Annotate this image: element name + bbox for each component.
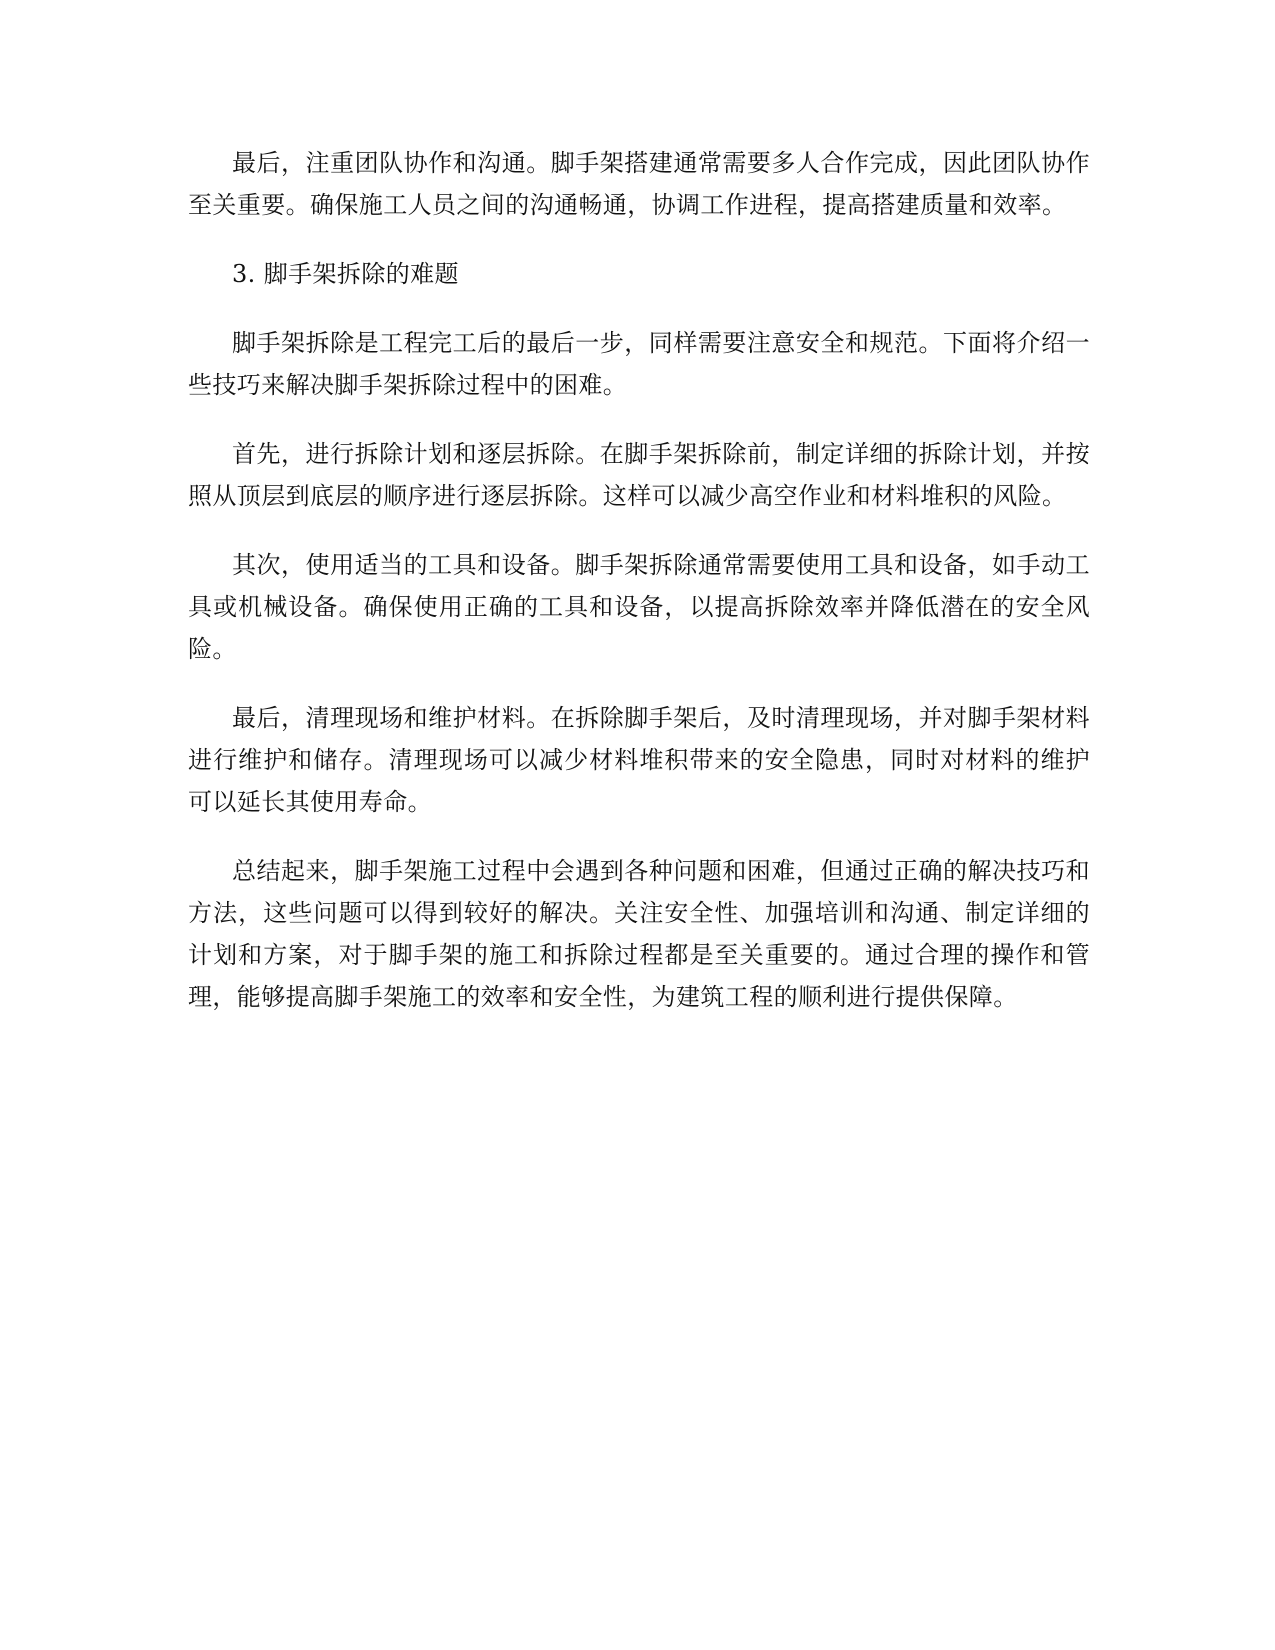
paragraph-summary: 总结起来，脚手架施工过程中会遇到各种问题和困难，但通过正确的解决技巧和方法，这些问题可以得到较好的解决。关注安全性、加强培训和沟通、制定详细的计划和方案，对于脚手架的施工和拆除过程都是至关重要的。通过合理的操作和管理，能够提高脚手架施工的效率和安全性，为建筑工程的顺利进行提供保障。: [188, 857, 1090, 1011]
document-page: [188, 142, 1090, 1045]
paragraph-tools: 其次，使用适当的工具和设备。脚手架拆除通常需要使用工具和设备，如手动工具或机械设备。确保使用正确的工具和设备，以提高拆除效率并降低潜在的安全风险。: [188, 551, 1090, 663]
paragraph-teamwork: 最后，注重团队协作和沟通。脚手架搭建通常需要多人合作完成，因此团队协作至关重要。确保施工人员之间的沟通畅通，协调工作进程，提高搭建质量和效率。: [188, 149, 1090, 219]
paragraph-removal-plan: 首先，进行拆除计划和逐层拆除。在脚手架拆除前，制定详细的拆除计划，并按照从顶层到底层的顺序进行逐层拆除。这样可以减少高空作业和材料堆积的风险。: [188, 440, 1090, 510]
paragraph-removal-intro: 脚手架拆除是工程完工后的最后一步，同样需要注意安全和规范。下面将介绍一些技巧来解决脚手架拆除过程中的困难。: [188, 329, 1090, 399]
section-heading: 3. 脚手架拆除的难题: [232, 260, 459, 288]
paragraph-cleanup: 最后，清理现场和维护材料。在拆除脚手架后，及时清理现场，并对脚手架材料进行维护和储存。清理现场可以减少材料堆积带来的安全隐患，同时对材料的维护可以延长其使用寿命。: [188, 704, 1090, 816]
